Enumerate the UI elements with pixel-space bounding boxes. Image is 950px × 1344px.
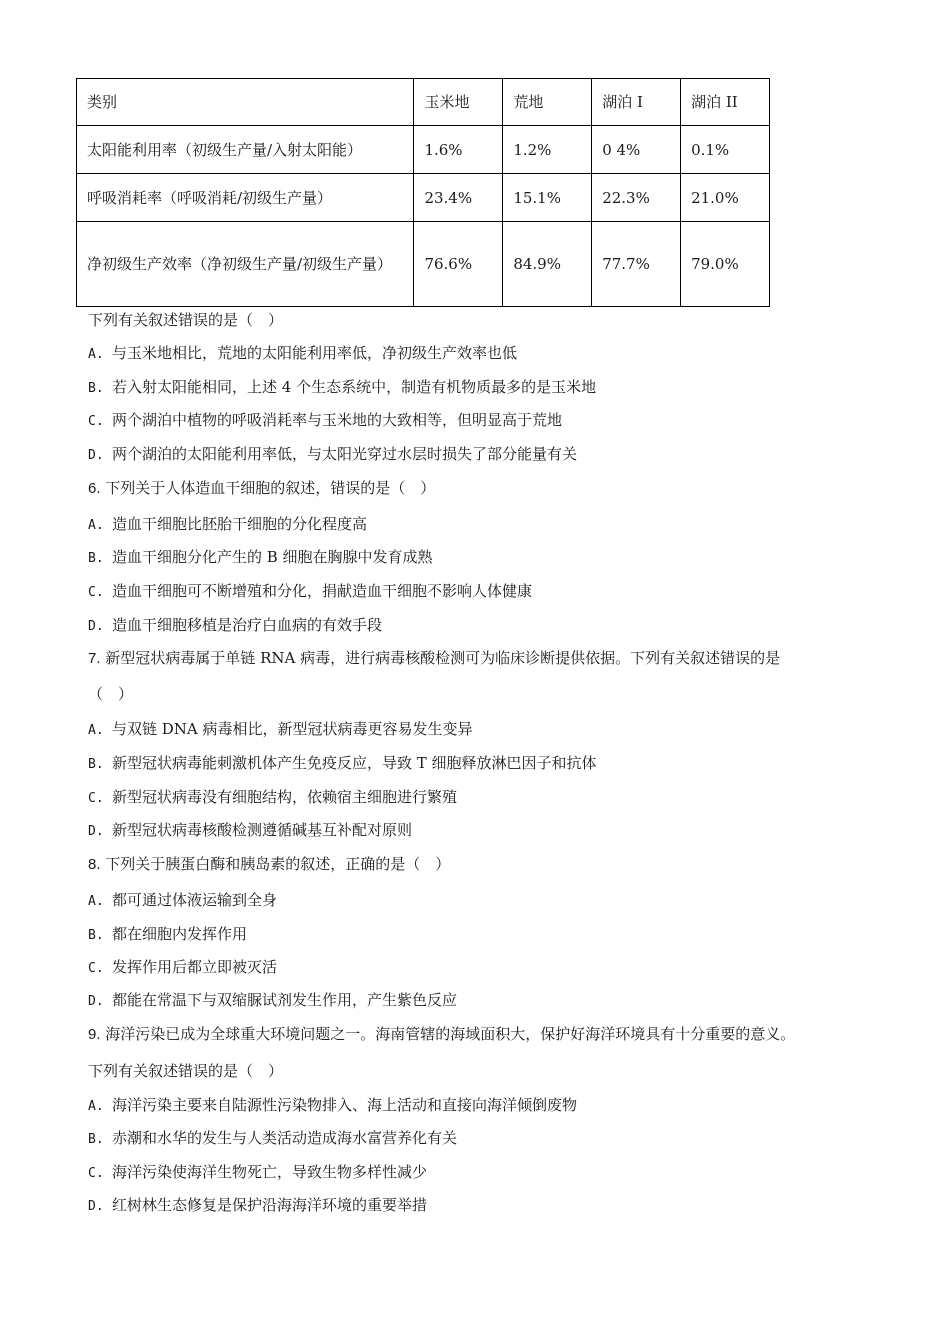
question-text: 下列关于人体造血干细胞的叙述，错误的是（ ） (105, 479, 436, 497)
question-9-option-c (88, 1162, 427, 1184)
question-5-option-d (88, 444, 577, 466)
option-text: 两个湖泊的太阳能利用率低，与太阳光穿过水层时损失了部分能量有关 (112, 445, 578, 463)
option-label: D. (88, 1199, 104, 1214)
option-label: B. (88, 551, 104, 566)
question-5-option-a (88, 343, 517, 365)
option-text: 若入射太阳能相同，上述 4 个生态系统中，制造有机物质最多的是玉米地 (112, 378, 597, 396)
table-row (77, 222, 770, 307)
table-cell: 21.0% (681, 174, 770, 222)
question-6-option-d (88, 615, 382, 637)
table-cell: 呼吸消耗率（呼吸消耗/初级生产量） (77, 174, 414, 222)
question-number: 9. (88, 1026, 101, 1043)
data-table (76, 78, 770, 307)
question-text: 下列关于胰蛋白酶和胰岛素的叙述，正确的是（ ） (105, 855, 451, 873)
question-9-stem (88, 1024, 795, 1045)
question-9-option-d (88, 1195, 427, 1217)
option-text: 新型冠状病毒没有细胞结构，依赖宿主细胞进行繁殖 (112, 788, 458, 806)
question-7-stem-cont: （ ） (88, 685, 134, 703)
option-label: B. (88, 928, 104, 943)
option-text: 两个湖泊中植物的呼吸消耗率与玉米地的大致相等，但明显高于荒地 (112, 411, 563, 429)
question-6-stem (88, 478, 435, 499)
option-text: 都在细胞内发挥作用 (112, 925, 248, 943)
option-label: A. (88, 347, 104, 362)
table-cell: 77.7% (592, 222, 681, 307)
table-cell: 玉米地 (414, 79, 503, 126)
option-text: 发挥作用后都立即被灭活 (112, 958, 278, 976)
question-9-option-a (88, 1095, 577, 1117)
table-row (77, 174, 770, 222)
table-cell: 类别 (77, 79, 414, 126)
option-text: 与双链 DNA 病毒相比，新型冠状病毒更容易发生变异 (112, 720, 473, 738)
question-number: 6. (88, 480, 101, 497)
option-text: 与玉米地相比，荒地的太阳能利用率低，净初级生产效率也低 (112, 344, 518, 362)
option-label: A. (88, 894, 104, 909)
option-text: 都可通过体液运输到全身 (112, 891, 278, 909)
table-cell: 0.1% (681, 126, 770, 174)
question-7-option-d (88, 820, 412, 842)
table-cell: 79.0% (681, 222, 770, 307)
question-7-option-a (88, 719, 473, 741)
table-cell: 湖泊 I (592, 79, 681, 126)
question-text: 新型冠状病毒属于单链 RNA 病毒，进行病毒核酸检测可为临床诊断提供依据。下列有关叙述错误的是 (105, 649, 781, 667)
question-8-option-a (88, 890, 277, 912)
question-7-stem (88, 648, 780, 669)
option-label: C. (88, 961, 104, 976)
option-label: A. (88, 1099, 104, 1114)
question-7-option-b (88, 753, 597, 775)
table-cell: 23.4% (414, 174, 503, 222)
option-text: 赤潮和水华的发生与人类活动造成海水富营养化有关 (112, 1129, 458, 1147)
option-label: C. (88, 1166, 104, 1181)
table-header-row (77, 79, 770, 126)
table-cell: 太阳能利用率（初级生产量/入射太阳能） (77, 126, 414, 174)
question-9-stem-cont: 下列有关叙述错误的是（ ） (88, 1062, 284, 1080)
question-8-option-c (88, 957, 277, 979)
question-number: 7. (88, 650, 101, 667)
question-6-option-b (88, 547, 433, 569)
option-label: B. (88, 757, 104, 772)
table-cell: 1.6% (414, 126, 503, 174)
table-cell: 15.1% (503, 174, 592, 222)
option-label: A. (88, 723, 104, 738)
question-5-option-c (88, 410, 562, 432)
question-5-option-b (88, 377, 596, 399)
question-6-option-c (88, 581, 532, 603)
table-cell: 1.2% (503, 126, 592, 174)
option-label: D. (88, 824, 104, 839)
option-text: 造血干细胞移植是治疗白血病的有效手段 (112, 616, 383, 634)
option-label: C. (88, 414, 104, 429)
option-label: D. (88, 994, 104, 1009)
option-label: D. (88, 619, 104, 634)
option-text: 海洋污染使海洋生物死亡，导致生物多样性减少 (112, 1163, 428, 1181)
table-cell: 76.6% (414, 222, 503, 307)
option-text: 造血干细胞可不断增殖和分化，捐献造血干细胞不影响人体健康 (112, 582, 533, 600)
question-9-option-b (88, 1128, 457, 1150)
question-5-stem: 下列有关叙述错误的是（ ） (88, 311, 284, 329)
table-cell: 0 4% (592, 126, 681, 174)
option-text: 红树林生态修复是保护沿海海洋环境的重要举措 (112, 1196, 428, 1214)
question-6-option-a (88, 514, 367, 536)
table-cell: 荒地 (503, 79, 592, 126)
option-text: 海洋污染主要来自陆源性污染物排入、海上活动和直接向海洋倾倒废物 (112, 1096, 578, 1114)
option-label: D. (88, 448, 104, 463)
table-cell: 22.3% (592, 174, 681, 222)
question-8-option-b (88, 924, 247, 946)
option-text: 新型冠状病毒能刺激机体产生免疫反应，导致 T 细胞释放淋巴因子和抗体 (112, 754, 597, 772)
option-label: B. (88, 1132, 104, 1147)
option-label: B. (88, 381, 104, 396)
option-text: 都能在常温下与双缩脲试剂发生作用，产生紫色反应 (112, 991, 458, 1009)
question-number: 8. (88, 856, 101, 873)
table-cell: 84.9% (503, 222, 592, 307)
option-label: A. (88, 518, 104, 533)
question-7-option-c (88, 787, 457, 809)
question-8-option-d (88, 990, 457, 1012)
table-row (77, 126, 770, 174)
question-8-stem (88, 854, 450, 875)
table-cell: 净初级生产效率（净初级生产量/初级生产量） (77, 222, 414, 307)
table-cell: 湖泊 II (681, 79, 770, 126)
option-label: C. (88, 791, 104, 806)
option-text: 新型冠状病毒核酸检测遵循碱基互补配对原则 (112, 821, 413, 839)
option-label: C. (88, 585, 104, 600)
option-text: 造血干细胞分化产生的 B 细胞在胸腺中发育成熟 (112, 548, 433, 566)
question-text: 海洋污染已成为全球重大环境问题之一。海南管辖的海域面积大，保护好海洋环境具有十分重要的意义。 (105, 1025, 796, 1043)
option-text: 造血干细胞比胚胎干细胞的分化程度高 (112, 515, 368, 533)
